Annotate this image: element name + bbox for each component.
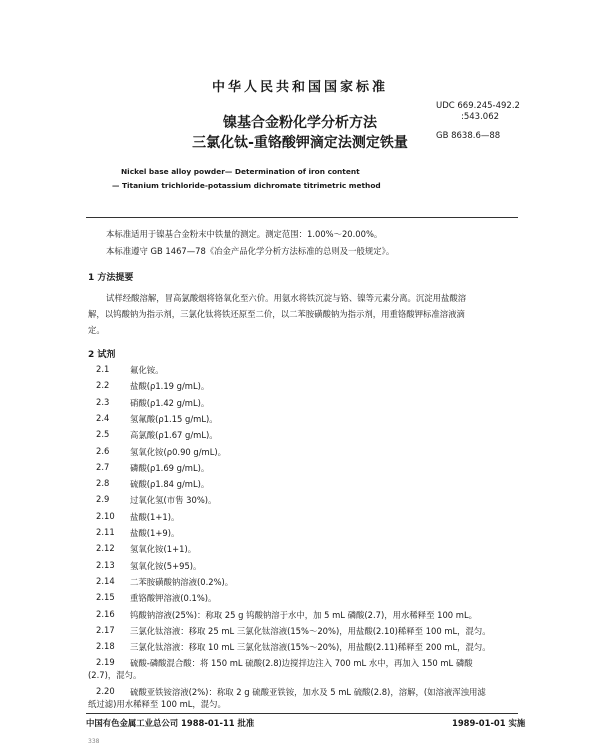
section1-line3: 定。 <box>88 325 105 335</box>
list-item-continuation: 纸过滤)用水稀释至 100 mL，混匀。 <box>88 698 226 709</box>
udc-code: UDC 669.245-492.2 <box>436 101 520 111</box>
implementation-date: 1989-01-01 实施 <box>452 717 526 728</box>
list-item: 盐酸(1+1)。 <box>130 511 180 522</box>
list-item-number: 2.16 <box>96 608 115 619</box>
list-item: 三氯化钛溶液：移取 10 mL 三氯化钛溶液(15%～20%)，用盐酸(2.11)稀释至 200 mL，混匀。 <box>130 642 491 653</box>
list-item: 盐酸(1+9)。 <box>130 528 180 538</box>
section1-line1: 试样经酸溶解，冒高氯酸烟将铬氧化至六价。用氨水将铁沉淀与铬、镍等元素分离。沉淀用盐酸溶 <box>106 293 467 303</box>
list-item-number: 2.3 <box>96 396 110 407</box>
list-item: 高氯酸(ρ1.67 g/mL)。 <box>130 430 218 441</box>
list-item: 氢氟酸(ρ1.15 g/mL)。 <box>130 413 218 424</box>
list-item: 氢氧化铵(1+1)。 <box>130 544 197 555</box>
list-item-number: 2.11 <box>96 527 115 537</box>
list-item-number: 2.9 <box>96 494 110 505</box>
list-item: 重铬酸钾溶液(0.1%)。 <box>130 593 217 604</box>
document-title-line2: 三氯化钛-重铬酸钾滴定法测定铁量 <box>192 135 408 151</box>
list-item-number: 2.1 <box>96 364 110 374</box>
list-item-number: 2.18 <box>96 641 115 652</box>
list-item-number: 2.19 <box>96 657 115 668</box>
list-item-number: 2.14 <box>96 575 115 586</box>
document-title-line1: 镍基合金粉化学分析方法 <box>223 115 377 131</box>
list-item: 硝酸(ρ1.42 g/mL)。 <box>130 397 210 408</box>
page-number: 338 <box>88 738 100 745</box>
section1-line2: 解，以钨酸钠为指示剂，三氯化钛将铁还原至二价，以二苯胺磺酸钠为指示剂，用重铬酸钾标准溶液滴 <box>88 309 465 319</box>
list-item: 硫酸-磷酸混合酸：将 150 mL 硫酸(2.8)边搅拌边注入 700 mL 水中，再加入 150 mL 磷酸 <box>130 658 473 669</box>
list-item-number: 2.2 <box>96 380 110 391</box>
list-item: 钨酸钠溶液(25%)：称取 25 g 钨酸钠溶于水中，加 5 mL 磷酸(2.7)，用水稀释至 100 mL。 <box>130 609 477 620</box>
gb-code: GB 8638.6—88 <box>436 131 501 141</box>
list-item: 磷酸(ρ1.69 g/mL)。 <box>130 462 210 473</box>
intro-line2: 本标准遵守 GB 1467—78《冶金产品化学分析方法标准的总则及一般规定》。 <box>106 246 395 256</box>
list-item: 氟化铵。 <box>130 365 164 375</box>
list-item-number: 2.7 <box>96 461 110 472</box>
list-item-continuation: (2.7)，混匀。 <box>88 670 142 681</box>
list-item-number: 2.12 <box>96 543 115 554</box>
list-item: 硫酸(ρ1.84 g/mL)。 <box>130 479 210 490</box>
intro-line1: 本标准适用于镍基合金粉末中铁量的测定。测定范围：1.00%～20.00%。 <box>106 229 383 239</box>
list-item-number: 2.10 <box>96 510 115 521</box>
list-item-number: 2.15 <box>96 592 115 603</box>
list-item: 氢氧化铵(5+95)。 <box>130 560 202 571</box>
list-item-number: 2.17 <box>96 624 115 635</box>
list-item-number: 2.13 <box>96 559 115 570</box>
section2-heading: 2 试剂 <box>88 350 116 360</box>
list-item: 三氯化钛溶液：移取 25 mL 三氯化钛溶液(15%～20%)，用盐酸(2.10)稀释至 100 mL，混匀。 <box>130 625 491 636</box>
english-title-line2: — Titanium trichloride-potassium dichromate titrimetric method <box>112 181 381 190</box>
national-standard-heading: 中华人民共和国国家标准 <box>211 80 388 95</box>
list-item-number: 2.20 <box>96 685 115 696</box>
section1-heading: 1 方法提要 <box>88 273 134 283</box>
list-item: 硫酸亚铁铵溶液(2%)：称取 2 g 硫酸亚铁铵，加水及 5 mL 硫酸(2.8)，溶解，(如溶液浑浊用滤 <box>130 686 486 697</box>
udc-code-line2: :543.062 <box>461 112 500 122</box>
list-item: 盐酸(ρ1.19 g/mL)。 <box>130 381 210 392</box>
list-item-number: 2.5 <box>96 429 110 440</box>
list-item-number: 2.4 <box>96 412 110 423</box>
list-item-number: 2.8 <box>96 478 110 489</box>
list-item: 过氧化氢(市售 30%)。 <box>130 495 217 506</box>
approval-line: 中国有色金属工业总公司 1988-01-11 批准 <box>86 717 255 728</box>
footer-divider <box>86 713 518 714</box>
english-title-line1: Nickel base alloy powder— Determination of iron content <box>121 167 360 176</box>
header-divider <box>86 217 518 218</box>
list-item: 二苯胺磺酸钠溶液(0.2%)。 <box>130 576 234 587</box>
list-item: 氢氧化铵(ρ0.90 g/mL)。 <box>130 446 226 457</box>
list-item-number: 2.6 <box>96 445 110 456</box>
